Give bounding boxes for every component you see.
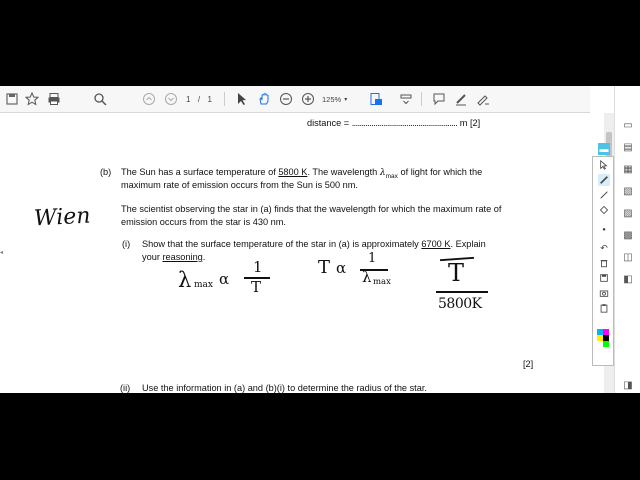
b-line1-post: . The wavelength	[307, 167, 378, 177]
distance-answer-line	[307, 117, 480, 130]
save-icon[interactable]	[4, 91, 20, 107]
hw-denominator-5800K: 5800K	[438, 296, 482, 312]
hw-fraction-bar-3	[436, 291, 488, 293]
page-up-icon[interactable]	[141, 91, 157, 107]
zoom-value[interactable]: 125%	[322, 94, 342, 104]
save-icon[interactable]	[598, 272, 610, 284]
hw-lambda-sub: max	[194, 280, 213, 290]
sidebar-tool-icon[interactable]: ◫	[623, 252, 633, 263]
zoom-out-icon[interactable]	[278, 91, 294, 107]
part-b-para2-line1: The scientist observing the star in (a) finds that the wavelength for which the maximum rate of	[121, 204, 502, 214]
hw-lambda: λ	[178, 268, 192, 292]
part-i-label: (i)	[122, 239, 131, 249]
comment-icon[interactable]	[431, 91, 447, 107]
hw-prop-symbol: α	[219, 270, 230, 288]
highlight-icon[interactable]	[453, 91, 469, 107]
page-total: 1	[207, 94, 212, 104]
right-tools-sidebar	[614, 86, 640, 393]
part-i-marks: [2]	[523, 359, 534, 369]
search-icon[interactable]	[92, 91, 108, 107]
page-indicator[interactable]	[186, 92, 212, 106]
pdf-page	[0, 113, 604, 393]
chevron-down-icon[interactable]: ▾	[344, 96, 348, 103]
cursor-icon[interactable]	[598, 159, 610, 171]
distance-dots: ......................................................	[351, 118, 458, 128]
hw-T: T	[318, 257, 331, 278]
i-line2-pre: your	[142, 252, 160, 262]
hw-lambda-sub-2: max	[373, 277, 391, 287]
part-i-line1	[142, 238, 486, 251]
i-line2-post: .	[202, 252, 206, 262]
sidebar-tool-icon[interactable]: ◨	[623, 380, 633, 391]
page-separator: /	[197, 94, 201, 104]
part-ii-label: (ii)	[120, 383, 131, 393]
cursor-icon[interactable]	[234, 91, 250, 107]
sun-temperature: 5800 K	[278, 167, 308, 177]
hw-denominator-T: T	[251, 278, 262, 296]
clipboard-icon[interactable]	[598, 302, 610, 314]
sidebar-tool-icon[interactable]: ▧	[623, 186, 633, 197]
sidebar-tool-icon[interactable]: ◧	[623, 274, 633, 285]
hw-T-numerator: T	[448, 259, 465, 287]
trash-icon[interactable]	[598, 257, 610, 269]
scroll-mode-icon[interactable]	[398, 91, 414, 107]
lambda-subscript: max	[385, 172, 398, 180]
sign-icon[interactable]	[475, 91, 491, 107]
distance-unit: m	[459, 118, 468, 128]
star-temperature: 6700 K	[421, 239, 451, 249]
app-window	[0, 86, 640, 393]
sidebar-tool-icon[interactable]: ▨	[623, 208, 633, 219]
sidebar-tool-icon[interactable]: ▤	[623, 142, 633, 153]
part-ii-text: Use the information in (a) and (b)(i) to determine the radius of the star.	[142, 383, 427, 393]
sidebar-tool-icon[interactable]: ▦	[623, 164, 633, 175]
hw-prop-symbol-2: α	[336, 259, 347, 277]
b-line1-end: of light for which the	[400, 167, 483, 177]
color-swatch-green[interactable]	[603, 341, 609, 347]
page-current[interactable]: 1	[186, 94, 191, 104]
print-icon[interactable]	[46, 91, 62, 107]
hw-numerator-one-2: 1	[368, 251, 377, 266]
dot-icon[interactable]: ●	[602, 227, 606, 233]
b-line1-pre: The Sun has a surface temperature of	[121, 167, 276, 177]
hw-numerator-one: 1	[253, 258, 263, 276]
annotation-pen-toolbar	[592, 143, 614, 366]
part-b-para2-line2: emission occurs from the star is 430 nm.	[121, 217, 286, 227]
left-collapse-arrow-icon[interactable]: ◂	[0, 250, 4, 256]
sidebar-tool-icon[interactable]: ▭	[623, 120, 633, 131]
hand-icon[interactable]	[256, 91, 272, 107]
part-b-label: (b)	[100, 167, 112, 177]
distance-label: distance =	[307, 118, 350, 128]
highlighter-icon[interactable]	[598, 174, 610, 186]
hw-lambda-2: λ	[362, 268, 372, 286]
reasoning-word: reasoning	[162, 252, 203, 262]
undo-icon[interactable]: ↶	[600, 242, 608, 253]
i-line1-post: . Explain	[450, 239, 486, 249]
star-icon[interactable]	[24, 91, 40, 107]
color-palette[interactable]	[597, 329, 609, 365]
zoom-in-icon[interactable]	[300, 91, 316, 107]
pen-icon[interactable]	[598, 189, 610, 201]
i-line1-pre: Show that the surface temperature of the star in (a) is approximately	[142, 239, 419, 249]
eraser-icon[interactable]	[598, 204, 610, 216]
part-i-line2	[142, 251, 205, 264]
camera-icon[interactable]	[598, 287, 610, 299]
zoom-level[interactable]	[322, 92, 356, 106]
sidebar-tool-icon[interactable]: ▩	[623, 230, 633, 241]
part-b-line2: maximum rate of emission occurs from the Sun is 500 nm.	[121, 180, 358, 190]
pdf-toolbar	[0, 86, 590, 113]
page-down-icon[interactable]	[163, 91, 179, 107]
handwritten-wien: Wien	[33, 203, 92, 232]
lambda-symbol: λ	[379, 167, 386, 178]
distance-marks: [2]	[469, 118, 481, 128]
toolbar-handle-icon[interactable]: ▬	[599, 143, 609, 154]
fit-page-icon[interactable]	[368, 91, 384, 107]
